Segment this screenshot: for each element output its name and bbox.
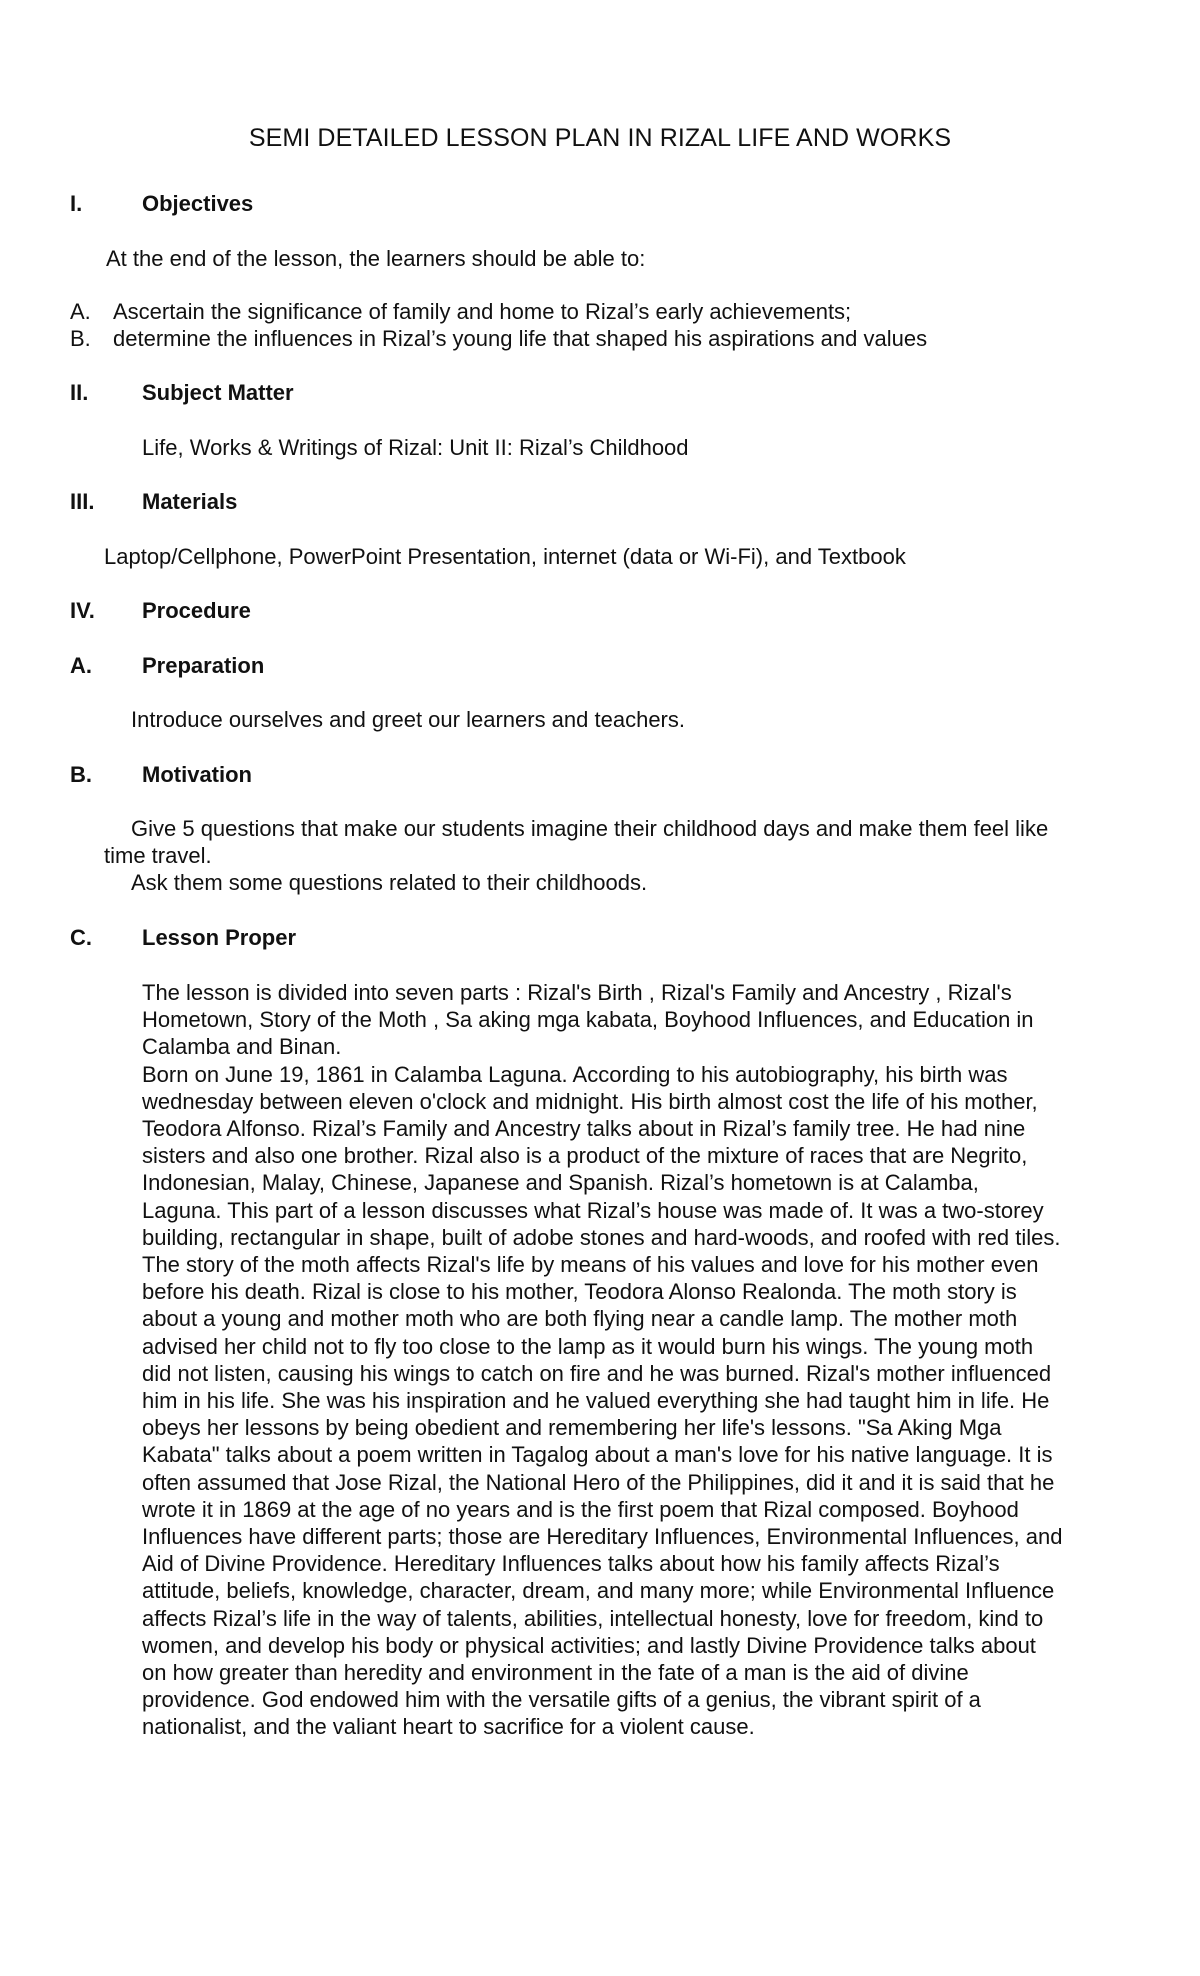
lesson-proper-letter: C.: [70, 925, 92, 950]
lesson-proper-body: [142, 979, 1142, 1741]
materials-numeral: III.: [70, 489, 95, 514]
objectives-intro: At the end of the lesson, the learners should be able to:: [106, 246, 646, 271]
subject-matter-text: Life, Works & Writings of Rizal: Unit II: Rizal’s Childhood: [142, 435, 689, 460]
objective-a-text: Ascertain the significance of family and home to Rizal’s early achievements;: [113, 299, 852, 324]
lesson-line: Kabata" talks about a poem written in Tagalog about a man's love for his native language. It is: [142, 1442, 1053, 1468]
lesson-line: attitude, beliefs, knowledge, character, dream, and many more; while Environmental Influence: [142, 1578, 1055, 1604]
lesson-line: Teodora Alfonso. Rizal’s Family and Ancestry talks about in Rizal’s family tree. He had nine: [142, 1116, 1026, 1142]
motivation-line: time travel.: [104, 843, 212, 868]
lesson-line: did not listen, causing his wings to catch on fire and he was burned. Rizal's mother influenced: [142, 1360, 1052, 1386]
lesson-line: The story of the moth affects Rizal's life by means of his values and love for his mother even: [142, 1252, 1039, 1278]
motivation-line: Ask them some questions related to their childhoods.: [131, 870, 648, 895]
procedure-numeral: IV.: [70, 598, 95, 623]
subject-matter-heading: Subject Matter: [142, 380, 294, 405]
objective-a-letter: A.: [70, 299, 91, 324]
preparation-heading: Preparation: [142, 653, 265, 678]
preparation-letter: A.: [70, 653, 92, 678]
lesson-proper-heading: Lesson Proper: [142, 925, 297, 950]
document-title: SEMI DETAILED LESSON PLAN IN RIZAL LIFE AND WORKS: [248, 124, 952, 152]
lesson-line: obeys her lessons by being obedient and remembering her life's lessons. "Sa Aking Mga: [142, 1415, 1002, 1441]
lesson-line: wednesday between eleven o'clock and midnight. His birth almost cost the life of his mother,: [142, 1088, 1038, 1114]
motivation-heading: Motivation: [142, 762, 252, 787]
motivation-letter: B.: [70, 762, 92, 787]
lesson-line: before his death. Rizal is close to his mother, Teodora Alonso Realonda. The moth story is: [142, 1279, 1017, 1305]
lesson-line: Born on June 19, 1861 in Calamba Laguna. According to his autobiography, his birth was: [142, 1061, 1008, 1087]
lesson-line: sisters and also one brother. Rizal also is a product of the mixture of races that are Negrito,: [142, 1143, 1028, 1169]
lesson-line: him in his life. She was his inspiration and he valued everything she had taught him in life. He: [142, 1388, 1050, 1414]
lesson-line: Influences have different parts; those are Hereditary Influences, Environmental Influences, and: [142, 1524, 1063, 1550]
objective-b-letter: B.: [70, 326, 91, 351]
lesson-line: Calamba and Binan.: [142, 1034, 342, 1060]
procedure-heading: Procedure: [142, 598, 251, 623]
lesson-line: advised her child not to fly too close to the lamp as it would burn his wings. The young moth: [142, 1333, 1034, 1359]
lesson-line: providence. God endowed him with the versatile gifts of a genius, the vibrant spirit of a: [142, 1687, 981, 1713]
subject-matter-numeral: II.: [70, 380, 89, 405]
objective-b-text: determine the influences in Rizal’s young life that shaped his aspirations and values: [113, 326, 928, 351]
lesson-line: Laguna. This part of a lesson discusses what Rizal’s house was made of. It was a two-storey: [142, 1197, 1044, 1223]
lesson-line: wrote it in 1869 at the age of no years and is the first poem that Rizal composed. Boyhood: [142, 1496, 1019, 1522]
motivation-line: Give 5 questions that make our students imagine their childhood days and make them feel like: [131, 816, 1049, 841]
lesson-line: Indonesian, Malay, Chinese, Japanese and Spanish. Rizal’s hometown is at Calamba,: [142, 1170, 979, 1196]
preparation-text: Introduce ourselves and greet our learners and teachers.: [131, 707, 685, 732]
lesson-line: on how greater than heredity and environment in the fate of a man is the aid of divine: [142, 1660, 969, 1686]
lesson-line: building, rectangular in shape, built of adobe stones and hard-woods, and roofed with red tiles.: [142, 1224, 1061, 1250]
lesson-line: about a young and mother moth who are both flying near a candle lamp. The mother moth: [142, 1306, 1018, 1332]
lesson-line: Hometown, Story of the Moth , Sa aking mga kabata, Boyhood Influences, and Education in: [142, 1007, 1034, 1033]
lesson-line: nationalist, and the valiant heart to sacrifice for a violent cause.: [142, 1714, 755, 1740]
lesson-line: affects Rizal’s life in the way of talents, abilities, intellectual honesty, love for freedom, kind to: [142, 1605, 1044, 1631]
objectives-heading: Objectives: [142, 191, 254, 216]
lesson-line: The lesson is divided into seven parts : Rizal's Birth , Rizal's Family and Ancestry , Rizal's: [142, 980, 1012, 1005]
lesson-line: often assumed that Jose Rizal, the National Hero of the Philippines, did it and it is said that he: [142, 1469, 1055, 1495]
objectives-numeral: I.: [70, 191, 83, 216]
materials-text: Laptop/Cellphone, PowerPoint Presentation, internet (data or Wi-Fi), and Textbook: [104, 544, 906, 569]
materials-heading: Materials: [142, 489, 238, 514]
lesson-line: women, and develop his body or physical activities; and lastly Divine Providence talks about: [142, 1632, 1036, 1658]
lesson-line: Aid of Divine Providence. Hereditary Influences talks about how his family affects Rizal’s: [142, 1551, 1000, 1577]
